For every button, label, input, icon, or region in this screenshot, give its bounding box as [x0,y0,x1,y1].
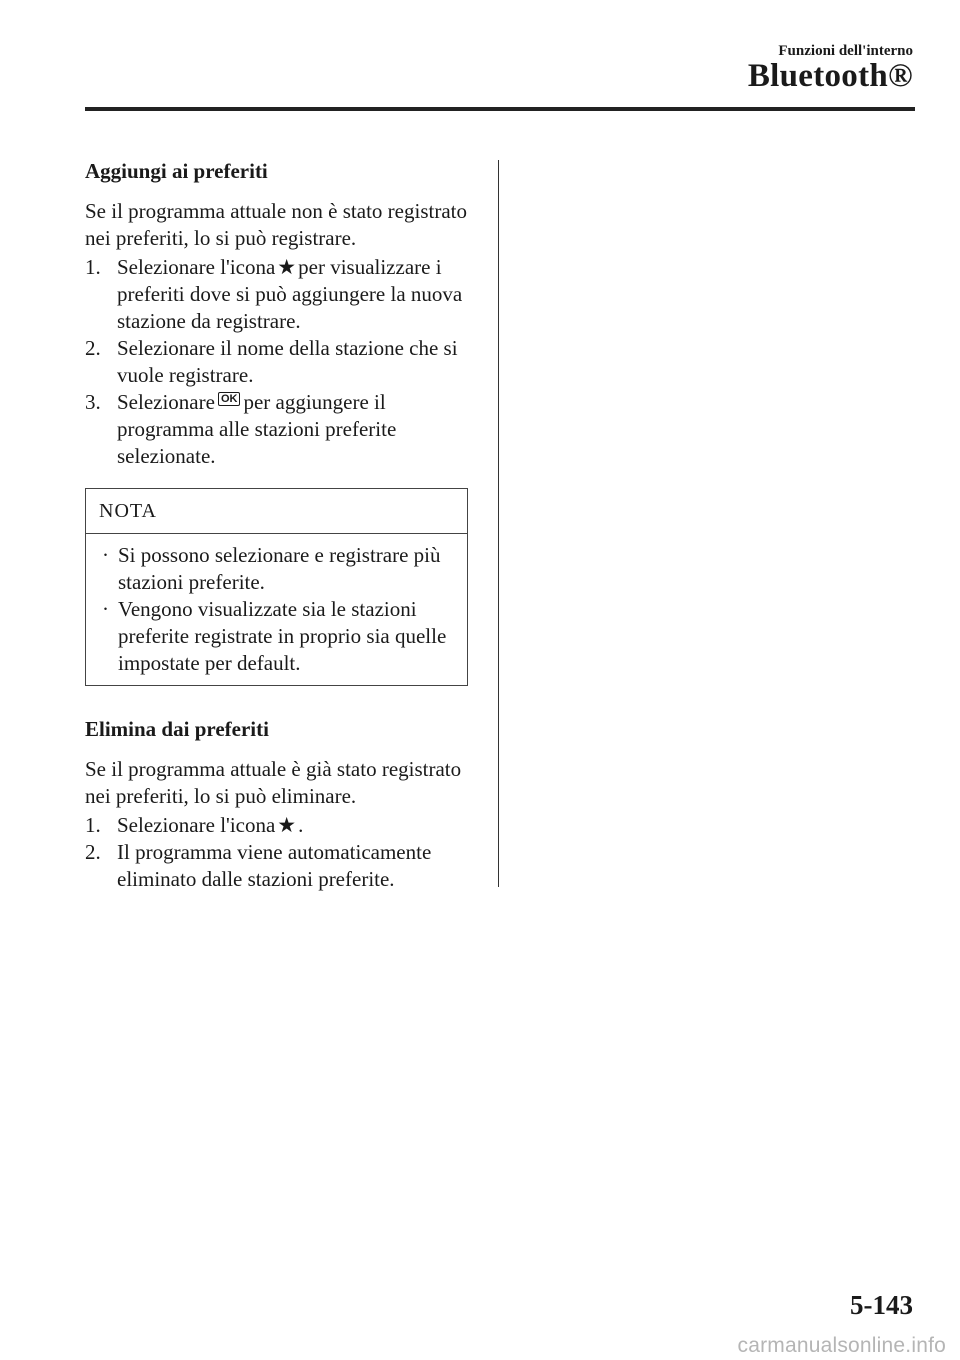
step-number: 2. [85,840,101,864]
main-column [85,158,475,893]
page-number: 5-143 [850,1290,913,1320]
bullet-icon: · [102,543,109,567]
step-text: Selezionare il nome della stazione che si vuole registrare. [117,336,458,387]
note-text: Si possono selezionare e registrare più stazioni preferite. [118,543,441,594]
step-number: 2. [85,336,101,360]
list-item [85,389,475,470]
step-number: 3. [85,390,101,414]
remove-favorites-intro: Se il programma attuale è già stato registrato nei preferiti, lo si può eliminare. [85,757,462,808]
watermark: carmanualsonline.info [737,1334,946,1357]
list-item [85,839,475,893]
step-text: Selezionare l'icona [117,813,276,837]
list-item [85,254,475,335]
list-item [96,542,457,596]
remove-favorites-heading: Elimina dai preferiti [85,717,269,741]
step-text: . [298,813,304,837]
step-text: per visualizzare i preferiti dove si può aggiungere la nuova stazione da registrare. [117,255,463,333]
remove-favorites-steps [85,812,475,893]
ok-button-icon: OK [218,392,241,406]
spacer [85,686,475,716]
bullet-icon: · [102,597,109,621]
add-favorites-heading: Aggiungi ai preferiti [85,159,268,183]
add-favorites-intro: Se il programma attuale non è stato registrato nei preferiti, lo si può registrare. [85,199,467,250]
header-divider [85,107,915,111]
list-item [85,812,475,839]
step-number: 1. [85,255,101,279]
section-title: Funzioni dell'interno [778,43,913,59]
note-box [85,488,468,686]
step-text: Il programma viene automaticamente eliminato dalle stazioni preferite. [117,840,432,891]
star-icon: ★ [277,255,297,279]
note-body [86,534,467,685]
star-icon: ★ [277,813,297,837]
note-text: Vengono visualizzate sia le stazioni preferite registrate in proprio sia quelle impostate per default. [118,597,447,675]
list-item [96,596,457,677]
note-title: NOTA [86,489,467,534]
list-item [85,335,475,389]
page-title: Bluetooth® [747,58,913,94]
step-text: per aggiungere il programma alle stazioni preferite selezionate. [117,390,397,468]
step-number: 1. [85,813,101,837]
step-text: Selezionare l'icona [117,255,276,279]
step-text: Selezionare [117,390,215,414]
add-favorites-steps [85,254,475,470]
column-divider [498,160,499,887]
